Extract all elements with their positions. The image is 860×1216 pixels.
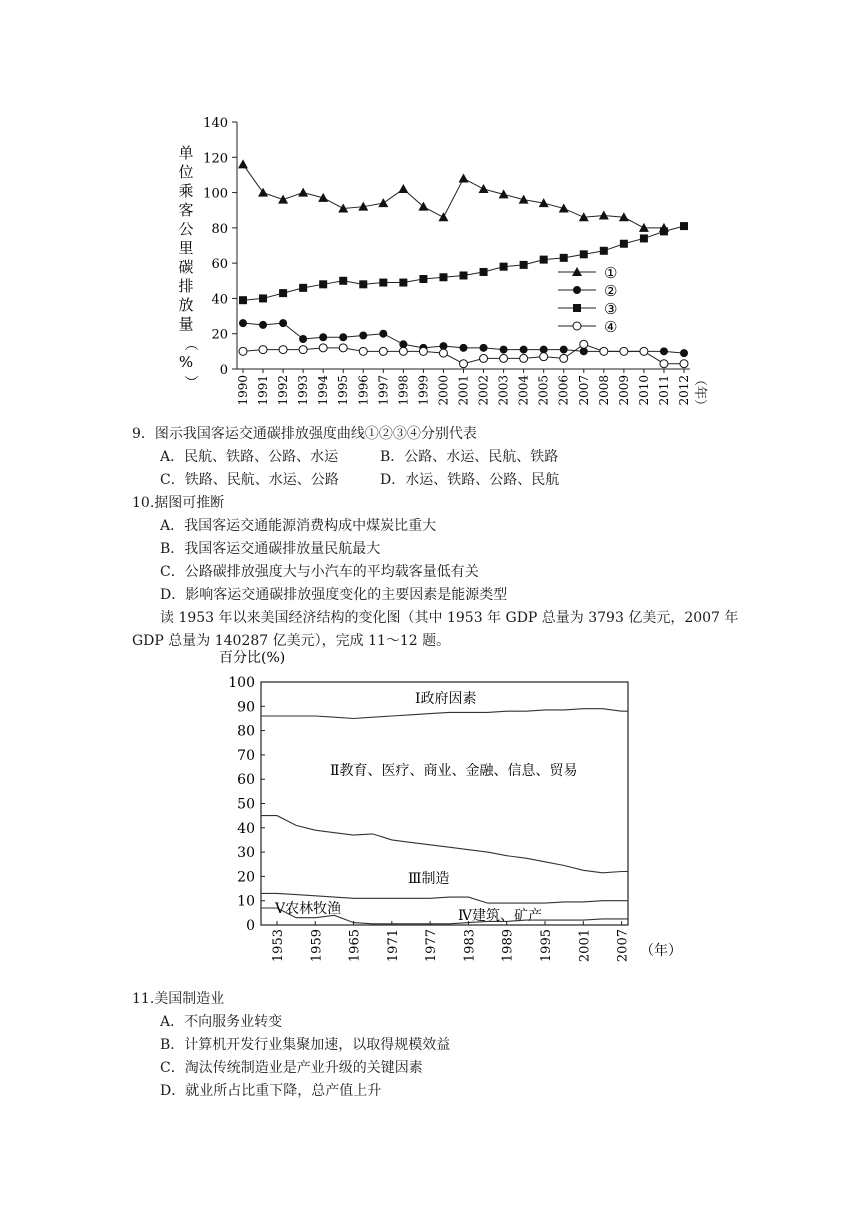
y-tick-label: 20 [237,869,255,886]
data-point [680,349,688,357]
x-tick-label: 2012 [677,375,691,406]
x-tick-label: 2009 [616,375,631,406]
data-point [580,340,588,348]
data-point [359,347,367,355]
legend-label: ③ [604,300,618,318]
x-tick-label: 1996 [356,375,371,406]
x-tick-label: 2006 [556,375,571,406]
data-point [540,256,548,264]
question-11-option-a: A．不向服务业转变 [160,1014,283,1030]
data-point [520,261,528,269]
x-tick-label: 2001 [577,929,593,963]
data-point [399,279,407,287]
data-point [419,347,427,355]
intro-line-2: GDP 总量为 140287 亿美元），完成 11～12 题。 [132,633,451,649]
data-point [439,349,447,357]
data-point [520,354,528,362]
x-tick-label: 1995 [336,375,351,406]
data-point [359,280,367,288]
data-point [319,333,327,341]
data-point [258,188,268,197]
x-unit-label: （年） [640,943,682,959]
x-tick-label: 1965 [347,929,363,963]
data-point [459,173,469,182]
y-tick-label: 30 [237,845,255,862]
data-point [279,319,287,327]
sector-label-I: Ⅰ政府因素 [415,691,477,707]
data-point [339,344,347,352]
x-tick-label: 1997 [376,375,391,406]
data-point [359,331,367,339]
data-point [398,184,408,193]
y-tick-label: 90 [237,699,255,716]
y-axis-label-char: 排 [178,277,194,295]
question-10-option-a: A．我国客运交通能源消费构成中煤炭比重大 [160,518,437,534]
data-point [339,277,347,285]
y-tick-label: 40 [237,820,255,837]
data-point [419,275,427,283]
series-line [243,226,684,300]
data-point [500,346,508,354]
x-tick-label: 2011 [656,375,671,406]
data-point [573,322,581,330]
data-point [379,347,387,355]
question-10-option-b: B．我国客运交通碳排放量民航最大 [160,541,381,557]
data-point [600,247,608,255]
data-point [480,268,488,276]
data-point [259,294,267,302]
data-point [540,353,548,361]
x-tick-label: 1977 [424,929,440,963]
y-tick-label: 60 [211,257,228,273]
x-tick-label: 2007 [576,375,591,406]
plot-frame [261,682,628,925]
question-9-option-d: D．水运、铁路、公路、民航 [380,472,560,488]
series-3 [239,222,688,304]
x-tick-label: 1971 [385,929,401,963]
question-11-option-c: C．淘汰传统制造业是产业升级的关键因素 [160,1060,423,1076]
intro-line-1: 读 1953 年以来美国经济结构的变化图（其中 1953 年 GDP 总量为 3793 亿美元，2007 年 [160,610,739,626]
y-tick-label: 80 [211,221,228,237]
data-point [339,333,347,341]
y-tick-label: 40 [211,292,228,308]
question-10-option-d: D．影响客运交通碳排放强度变化的主要因素是能源类型 [160,587,508,603]
question-9-stem: 9．图示我国客运交通碳排放强度曲线①②③④分别代表 [132,426,477,442]
question-11-option-b: B．计算机开发行业集聚加速，以取得规模效益 [160,1037,451,1053]
data-point [600,347,608,355]
data-point [500,263,508,271]
data-point [239,347,247,355]
x-tick-label: 1989 [500,929,516,963]
sector-label-III: Ⅲ制造 [408,871,450,887]
y-axis-label-char: 位 [178,163,194,181]
x-tick-label: 2005 [536,375,551,406]
data-point [560,346,568,354]
y-tick-label: 0 [246,918,255,934]
x-tick-label: 2007 [615,929,631,963]
data-point [660,227,668,235]
data-point [460,271,468,279]
x-tick-label: 1959 [309,929,325,963]
y-tick-label: 100 [203,186,228,202]
data-point [560,254,568,262]
us-economy-structure-chart [200,648,700,973]
data-point [480,354,488,362]
y-axis-label: 百分比(%) [219,650,286,666]
data-point [379,279,387,287]
y-axis-label-char: 客 [178,201,194,219]
legend-label: ① [604,264,618,282]
y-tick-label: 60 [237,772,255,789]
data-point [480,344,488,352]
question-9-option-c: C．铁路、民航、水运、公路 [160,472,339,488]
data-point [299,335,307,343]
data-point [399,347,407,355]
data-point [640,234,648,242]
x-tick-label: 1995 [539,929,555,963]
data-point [298,188,308,197]
y-tick-label: 70 [237,747,255,764]
x-tick-label: 2008 [596,375,611,406]
data-point [620,347,628,355]
data-point [279,346,287,354]
sector-label-V: Ⅴ农林牧渔 [275,901,342,917]
data-point [438,212,448,221]
x-tick-label: 1992 [276,375,291,406]
y-axis-label-char: 碳 [178,258,194,276]
y-tick-label: 80 [237,723,255,740]
sector-label-IV: Ⅳ建筑、矿产 [458,908,542,924]
data-point [379,330,387,338]
legend-label: ② [604,282,618,300]
data-point [599,211,609,220]
y-axis-label-char: （ [182,337,198,351]
x-unit-label: （年） [692,373,707,413]
y-axis-label-char: 单 [178,144,194,162]
x-tick-label: 1994 [316,375,331,406]
data-point [500,354,508,362]
y-tick-label: 140 [203,116,228,131]
data-point [239,319,247,327]
data-point [319,280,327,288]
y-axis-label-char: ） [182,375,198,389]
y-tick-label: 0 [219,363,228,378]
data-point [660,360,668,368]
y-tick-label: 100 [228,675,255,691]
y-tick-label: 120 [203,151,228,167]
y-axis-label-char: 量 [178,315,194,333]
question-10-stem: 10.据图可推断 [132,495,225,511]
x-tick-label: 1998 [396,375,411,406]
x-tick-label: 2001 [456,375,471,406]
y-axis-label-char: 放 [178,296,194,314]
y-axis-label-char: 乘 [178,182,194,200]
sector-label-II: Ⅱ教育、医疗、商业、金融、信息、贸易 [330,763,578,779]
x-tick-label: 2004 [516,375,531,406]
x-tick-label: 1991 [256,375,271,406]
data-point [580,250,588,258]
question-10-option-c: C．公路碳排放强度大与小汽车的平均载客量低有关 [160,564,479,580]
data-point [520,346,528,354]
data-point [680,360,688,368]
data-point [640,347,648,355]
data-point [680,222,688,230]
y-tick-label: 50 [237,796,255,813]
question-9-option-a: A．民航、铁路、公路、水运 [160,449,339,465]
legend-label: ④ [604,318,618,336]
data-point [479,184,489,193]
x-tick-label: 2000 [436,375,451,406]
data-point [278,195,288,204]
x-tick-label: 1993 [296,375,311,406]
data-point [238,159,248,168]
data-point [319,344,327,352]
data-point [259,346,267,354]
data-point [239,296,247,304]
x-tick-label: 1983 [462,929,478,963]
data-point [299,284,307,292]
data-point [279,289,287,297]
question-11-option-d: D．就业所占比重下降，总产值上升 [160,1083,382,1099]
data-point [460,360,468,368]
carbon-emission-chart [160,110,720,430]
data-point [460,344,468,352]
x-tick-label: 2002 [476,375,491,406]
data-point [560,354,568,362]
y-axis-label-char: 里 [178,239,194,257]
data-point [660,347,668,355]
x-tick-label: 1999 [416,375,431,406]
data-point [299,346,307,354]
x-tick-label: 2003 [496,375,511,406]
y-axis-label-char: % [178,353,194,371]
x-tick-label: 1953 [270,929,286,963]
data-point [439,273,447,281]
y-tick-label: 20 [211,327,228,343]
data-point [620,240,628,248]
question-11-stem: 11.美国制造业 [132,991,225,1007]
y-axis-label-char: 公 [178,220,194,238]
data-point [573,304,581,312]
question-9-option-b: B．公路、水运、民航、铁路 [380,449,559,465]
series-1 [238,159,669,232]
y-tick-label: 10 [237,893,255,910]
data-point [573,286,581,294]
data-point [378,198,388,207]
x-tick-label: 1990 [236,375,250,406]
data-point [259,321,267,329]
x-tick-label: 2010 [636,375,651,406]
